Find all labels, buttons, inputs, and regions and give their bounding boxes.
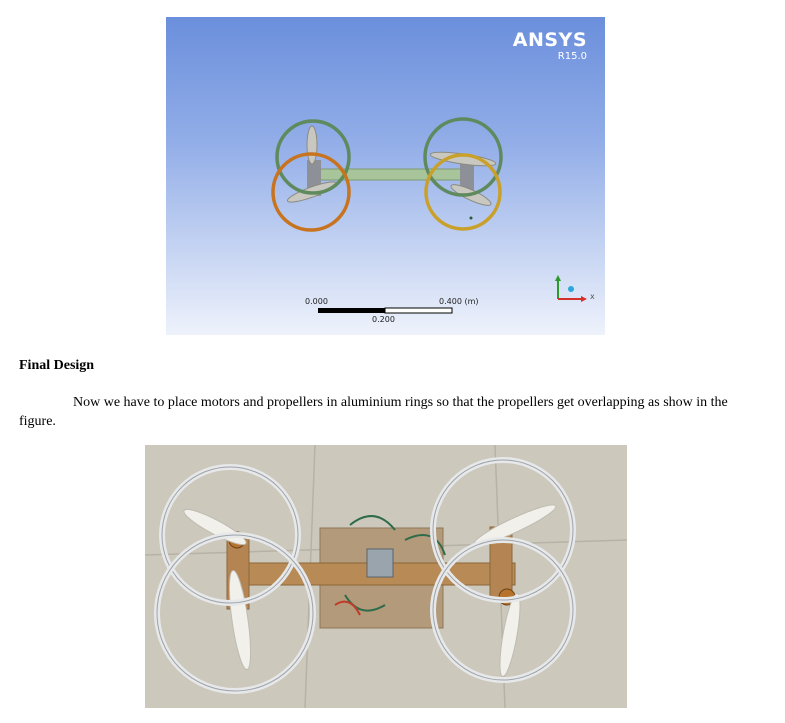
propeller-top-left	[307, 126, 317, 164]
ansys-figure	[166, 17, 605, 335]
prototype-photo	[145, 445, 627, 708]
scale-label-mid: 0.200	[372, 315, 395, 324]
center-arm	[314, 169, 464, 180]
scale-label-end: 0.400 (m)	[439, 297, 479, 306]
flight-controller	[367, 549, 393, 577]
prototype-illustration	[145, 445, 627, 708]
triad-z-axis	[568, 286, 574, 292]
ansys-logo-name: ANSYS	[512, 29, 587, 51]
scale-label-start: 0.000	[305, 297, 328, 306]
ansys-logo-version: R15.0	[557, 51, 587, 62]
body-paragraph: Now we have to place motors and propellers in aluminium rings so that the propellers get overlapping as show in the figure.	[19, 395, 728, 429]
scale-bar-white	[385, 308, 452, 313]
triad-x-label: x	[590, 292, 595, 301]
ansys-logo	[513, 31, 587, 62]
quadrotor-cad-model	[166, 17, 605, 335]
section-heading: Final Design	[19, 358, 95, 373]
